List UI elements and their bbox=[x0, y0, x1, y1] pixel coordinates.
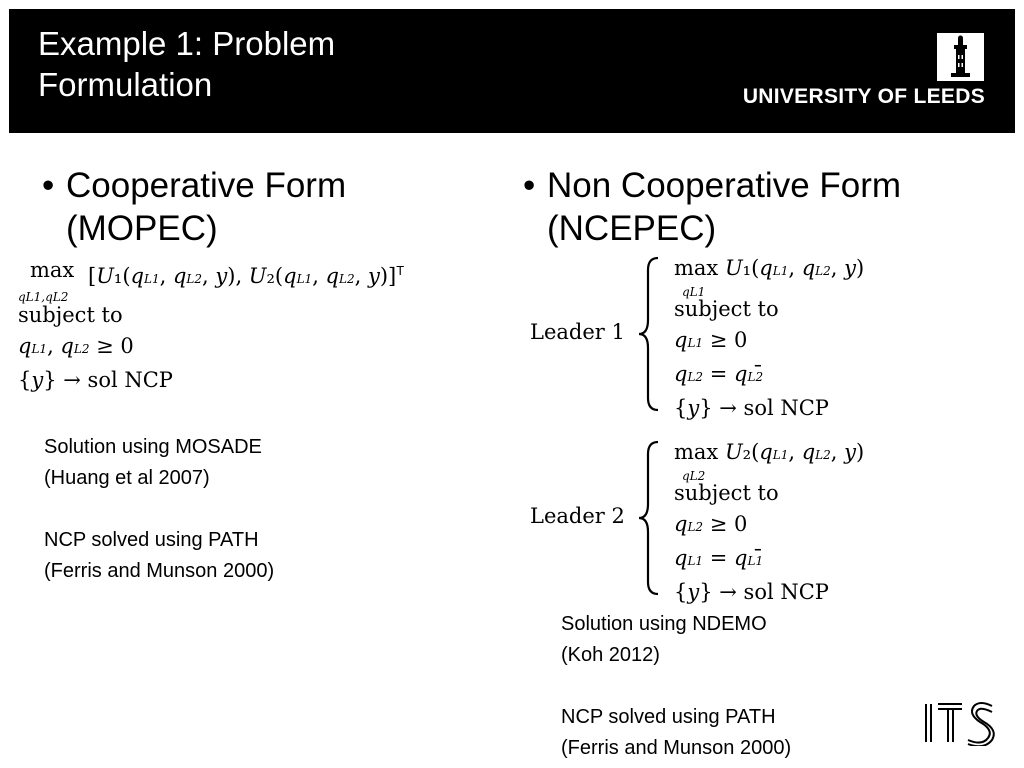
note-line: (Huang et al 2007) bbox=[44, 467, 210, 489]
leader-2-brace-icon bbox=[636, 440, 664, 596]
note-line: (Ferris and Munson 2000) bbox=[561, 737, 792, 759]
mopec-formulation: max [U₁(qL1, qL2, y), U₂(qL1, qL2, y)]$^T$ qL1,qL2 subject to qL1, qL2 ≥ 0 {y} → sol NCP bbox=[18, 258, 405, 392]
leader-1-line-2: subject to bbox=[674, 297, 779, 321]
header-banner bbox=[9, 9, 1015, 133]
mopec-line-2: subject to bbox=[18, 303, 123, 327]
leader-1-label: Leader 1 bbox=[530, 320, 625, 344]
left-bullet-line-1: Cooperative Form bbox=[66, 166, 347, 205]
right-bullet bbox=[523, 164, 902, 250]
title-line-1: Example 1: Problem bbox=[38, 25, 336, 62]
left-bullet-line-2: (MOPEC) bbox=[66, 209, 218, 248]
leader-2-line-2: subject to bbox=[674, 481, 779, 505]
leader-1-formulation: max U₁(qL1, qL2, y) qL1 subject to qL1 ≥ 0 qL2 = qL2 {y} → sol NCP bbox=[674, 256, 865, 420]
bullet-dot-icon: • bbox=[523, 166, 536, 205]
left-notes bbox=[44, 432, 274, 587]
title-line-2: Formulation bbox=[38, 66, 213, 103]
leader-1-brace-icon bbox=[636, 256, 664, 412]
left-bullet bbox=[42, 164, 347, 250]
right-bullet-line-2: (NCEPEC) bbox=[547, 209, 717, 248]
note-line: Solution using NDEMO bbox=[561, 613, 767, 635]
right-bullet-line-1: Non Cooperative Form bbox=[547, 166, 902, 205]
leader-2-label: Leader 2 bbox=[530, 504, 625, 528]
note-line: (Ferris and Munson 2000) bbox=[44, 560, 275, 582]
note-line: (Koh 2012) bbox=[561, 644, 660, 666]
bullet-dot-icon: • bbox=[42, 166, 55, 205]
university-logo-icon bbox=[937, 33, 984, 81]
its-logo-icon bbox=[922, 700, 998, 746]
note-line: NCP solved using PATH bbox=[561, 706, 776, 728]
university-name: UNIVERSITY OF LEEDS bbox=[742, 85, 985, 108]
note-line: NCP solved using PATH bbox=[44, 529, 259, 551]
slide-title bbox=[38, 23, 335, 105]
note-line: Solution using MOSADE bbox=[44, 436, 262, 458]
right-notes bbox=[561, 609, 791, 764]
leader-2-formulation: max U₂(qL1, qL2, y) qL2 subject to qL2 ≥ 0 qL1 = qL1 {y} → sol NCP bbox=[674, 440, 865, 604]
